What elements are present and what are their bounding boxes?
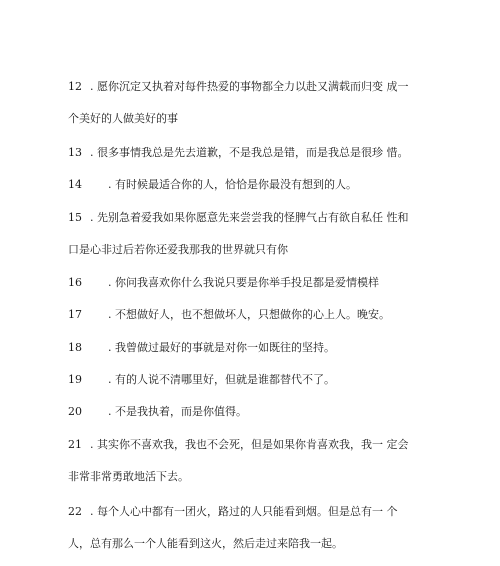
item-number: 16 <box>68 276 82 289</box>
paragraph-line-16 <box>68 276 468 290</box>
item-number: 15 <box>68 211 82 224</box>
item-text: . 很多事情我总是先去道歉，不是我总是错，而是我总是很珍 惜。 <box>90 146 409 159</box>
item-number: 18 <box>68 341 82 354</box>
item-text: . 你问我喜欢你什么我说只要是你举手投足都是爱情模样 <box>108 276 379 289</box>
item-text: 人，总有那么一个人能看到这火，然后走过来陪我一起。 <box>68 537 343 550</box>
paragraph-line-19 <box>68 373 468 387</box>
paragraph-line-22 <box>68 505 468 519</box>
paragraph-line-22-cont <box>68 537 468 551</box>
item-text: . 其实你不喜欢我，我也不会死，但是如果你肯喜欢我，我一 定会 <box>90 438 409 451</box>
item-number: 12 <box>68 80 82 93</box>
item-text: . 每个人心中都有一团火，路过的人只能看到烟。但是总有一 个 <box>90 505 398 518</box>
paragraph-line-20 <box>68 405 468 419</box>
item-text: . 不想做好人，也不想做坏人，只想做你的心上人。晚安。 <box>108 308 390 321</box>
paragraph-line-12-cont <box>68 112 468 126</box>
item-text: . 先别急着爱我如果你愿意先来尝尝我的怪脾气占有欲自私任 性和 <box>90 211 409 224</box>
item-number: 14 <box>68 178 82 191</box>
item-text: 口是心非过后若你还爱我那我的世界就只有你 <box>68 243 288 256</box>
paragraph-line-18 <box>68 341 468 355</box>
paragraph-line-17 <box>68 308 468 322</box>
paragraph-line-13 <box>68 146 468 160</box>
item-text: 非常非常勇敢地活下去。 <box>68 470 189 483</box>
item-number: 20 <box>68 405 82 418</box>
item-number: 22 <box>68 505 82 518</box>
paragraph-line-21 <box>68 438 468 452</box>
item-text: 个美好的人做美好的事 <box>68 112 178 125</box>
paragraph-line-14 <box>68 178 468 192</box>
item-number: 17 <box>68 308 82 321</box>
item-text: . 我曾做过最好的事就是对你一如既往的坚持。 <box>108 341 335 354</box>
paragraph-line-12 <box>68 80 468 94</box>
item-text: . 有的人说不清哪里好，但就是谁都替代不了。 <box>108 373 335 386</box>
item-text: . 不是我执着，而是你值得。 <box>108 405 247 418</box>
item-text: . 愿你沉定又执着对每件热爱的事物都全力以赴又满载而归变 成一 <box>90 80 409 93</box>
paragraph-line-15 <box>68 211 468 225</box>
item-number: 19 <box>68 373 82 386</box>
paragraph-line-21-cont <box>68 470 468 484</box>
item-text: . 有时候最适合你的人，恰恰是你最没有想到的人。 <box>108 178 357 191</box>
item-number: 13 <box>68 146 82 159</box>
item-number: 21 <box>68 438 82 451</box>
paragraph-line-15-cont <box>68 243 468 257</box>
